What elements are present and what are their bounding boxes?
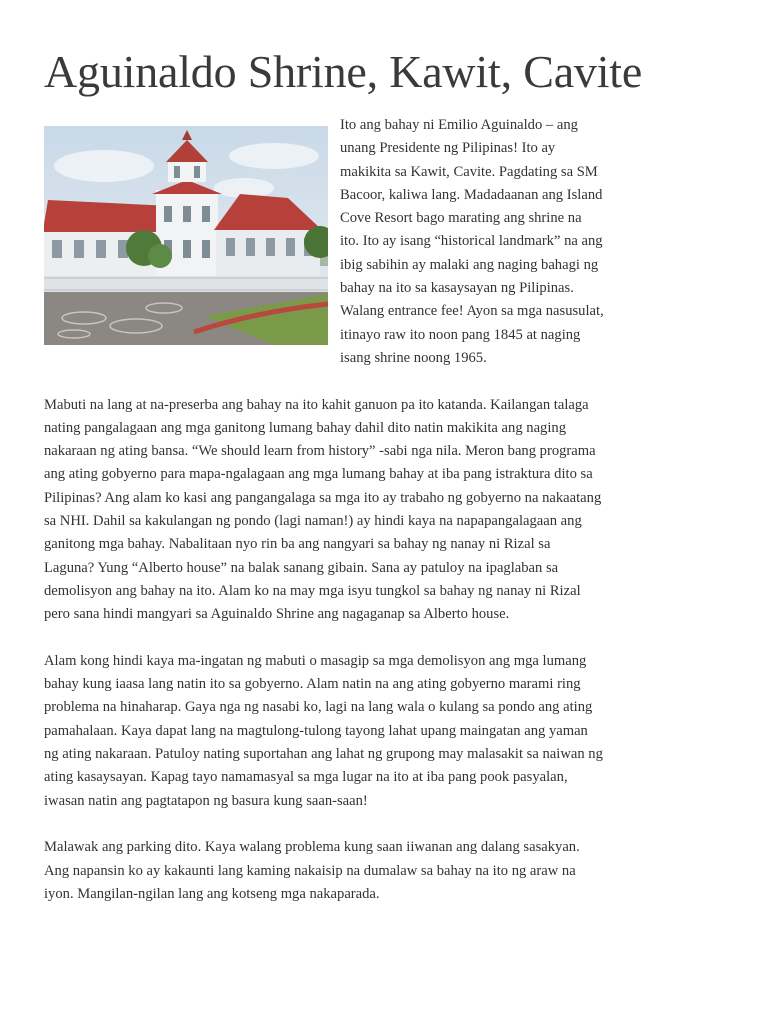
shrine-photo (44, 126, 328, 345)
paragraph-2: Mabuti na lang at na-preserba ang bahay na ito kahit ganuon pa ito katanda. Kailangan talaga nating pangalagaan ang mga ganitong lumang bahay dahil dito natin makikita ang naging nakaraan ng ating bansa. “We should learn from history” -sabi nga nila. Meron bang programa ang ating gobyerno para mapa-ngalagaan ang mga lumang bahay at iba pang istraktura dito sa Pilipinas? Ang alam ko kasi ang pangangalaga sa mga ito ay trabaho ng gobyerno na nakaatang sa NHI. Dahil sa kakulangan ng pondo (lagi naman!) ay hindi kaya na napapangalagaan ang ganitong mga bahay. Nabalitaan nyo rin ba ang nangyari sa bahay ng nanay ni Rizal sa Laguna? Yung “Alberto house” na balak sanang gibain. Sana ay patuloy na ipaglaban sa demolisyon ang bahay na ito. Alam ko na may mga isyu tungkol sa bahay ng nanay ni Rizal pero sana hindi mangyari sa Aguinaldo Shrine ang nagaganap sa Alberto house. (44, 396, 602, 623)
article-body (44, 114, 604, 929)
paragraph-4: Malawak ang parking dito. Kaya walang problema kung saan iiwanan ang dalang sasakyan. Ang napansin ko ay kakaunti lang kaming nakaisip na dumalaw sa bahay na ito ng araw na iyon. Mangilan-ngilan lang ang kotseng mga nakaparada. (44, 839, 580, 902)
paragraph-1-text: Ito ang bahay ni Emilio Aguinaldo – ang unang Presidente ng Pilipinas! Ito ay makikita sa Kawit, Cavite. Pagdating sa SM Bacoor, kaliwa lang. Madadaanan ang Island Cove Resort bago marating ang shrine na ito. Ito ay isang “historical landmark” na ang ibig sabihin ay malaki ang naging bahagi ng bahay na ito sa kasaysayan ng Pilipinas. Walang entrance fee! Ayon sa mga nasusulat, itinayo raw ito noon pang 1845 at naging isang shrine noong 1965. (340, 117, 604, 366)
paragraph-3: Alam kong hindi kaya ma-ingatan ng mabuti o masagip sa mga demolisyon ang mga lumang bahay kung iaasa lang natin ito sa gobyerno. Alam natin na ang ating gobyerno marami ring problema na hinaharap. Gaya nga ng nasabi ko, lagi na lang wala o kulang sa pondo ang ating pamahalaan. Kaya dapat lang na magtulong-tulong tayong lahat upang maingatan ang yaman ng ating nakaraan. Patuloy nating suportahan ang lahat ng grupong may malasakit sa naiwan ng ating kasaysayan. Kapag tayo namamasyal sa mga lugar na ito at iba pang pook pasyalan, iwasan natin ang pagtatapon ng basura kung saan-saan! (44, 652, 603, 809)
paragraph-1 (44, 114, 604, 370)
page-title: Aguinaldo Shrine, Kawit, Cavite (44, 46, 643, 97)
